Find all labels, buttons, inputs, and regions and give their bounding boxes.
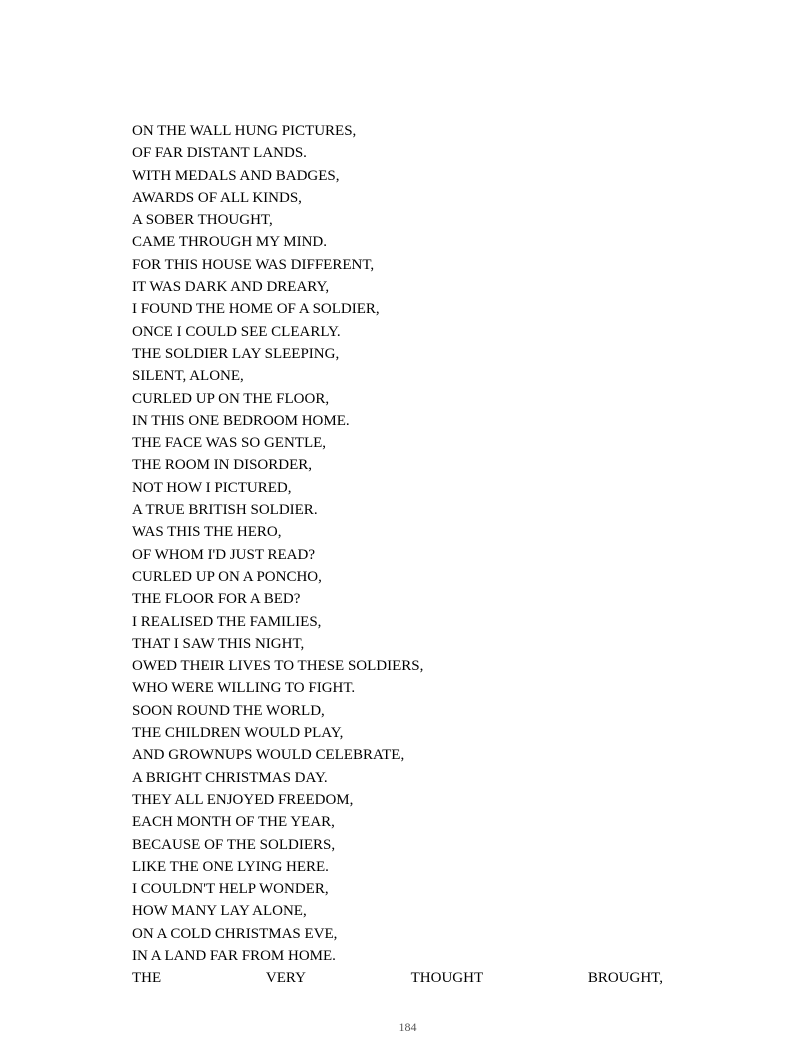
poem-word: VERY: [265, 970, 306, 987]
poem-line: FOR THIS HOUSE WAS DIFFERENT,: [132, 256, 375, 273]
poem-line: IT WAS DARK AND DREARY,: [132, 279, 330, 296]
poem-line: OF WHOM I'D JUST READ?: [132, 546, 315, 563]
poem-line: THE CHILDREN WOULD PLAY,: [132, 725, 344, 742]
poem-line: A BRIGHT CHRISTMAS DAY.: [132, 769, 328, 786]
poem-line: ON THE WALL HUNG PICTURES,: [132, 123, 357, 139]
poem-line: THE FACE WAS SO GENTLE,: [132, 435, 327, 452]
poem-line: WAS THIS THE HERO,: [132, 524, 282, 541]
poem-line: I REALISED THE FAMILIES,: [132, 613, 322, 630]
poem-word: THOUGHT: [410, 970, 484, 987]
poem-line: ONCE I COULD SEE CLEARLY.: [132, 323, 341, 340]
poem-line: THE FLOOR FOR A BED?: [132, 591, 301, 608]
poem-line: CURLED UP ON THE FLOOR,: [132, 390, 330, 407]
poem-line: IN THIS ONE BEDROOM HOME.: [132, 412, 350, 429]
poem-line: I FOUND THE HOME OF A SOLDIER,: [132, 301, 380, 318]
poem-line: THE SOLDIER LAY SLEEPING,: [132, 345, 340, 362]
poem-line: I COULDN'T HELP WONDER,: [132, 881, 329, 898]
poem-line: SOON ROUND THE WORLD,: [132, 702, 325, 719]
poem-line: BECAUSE OF THE SOLDIERS,: [132, 836, 336, 853]
poem-line: A TRUE BRITISH SOLDIER.: [132, 502, 318, 519]
poem-line: IN A LAND FAR FROM HOME.: [132, 947, 336, 964]
poem-line: CURLED UP ON A PONCHO,: [132, 568, 322, 585]
poem-line: A SOBER THOUGHT,: [132, 212, 273, 229]
poem-line: THAT I SAW THIS NIGHT,: [132, 635, 305, 652]
poem-word: BROUGHT,: [587, 970, 663, 987]
poem-line: AWARDS OF ALL KINDS,: [132, 189, 302, 206]
poem-line: THE ROOM IN DISORDER,: [132, 457, 312, 474]
poem-body: [132, 120, 672, 990]
poem-word: THE: [132, 970, 162, 987]
poem-line: CAME THROUGH MY MIND.: [132, 234, 328, 251]
poem-line: OF FAR DISTANT LANDS.: [132, 145, 307, 162]
poem-line: NOT HOW I PICTURED,: [132, 479, 292, 496]
page-number: 184: [398, 1020, 417, 1034]
poem-line: ON A COLD CHRISTMAS EVE,: [132, 925, 338, 942]
poem-line: OWED THEIR LIVES TO THESE SOLDIERS,: [132, 658, 424, 675]
poem-line: EACH MONTH OF THE YEAR,: [132, 814, 335, 831]
poem-line: AND GROWNUPS WOULD CELEBRATE,: [132, 747, 405, 764]
poem-line: LIKE THE ONE LYING HERE.: [132, 858, 329, 875]
poem-line: HOW MANY LAY ALONE,: [132, 903, 307, 920]
poem-line: THEY ALL ENJOYED FREEDOM,: [132, 791, 354, 808]
poem-line: WHO WERE WILLING TO FIGHT.: [132, 680, 356, 697]
poem-line-justified: [132, 967, 663, 989]
poem-line: SILENT, ALONE,: [132, 368, 244, 385]
poem-line: WITH MEDALS AND BADGES,: [132, 167, 340, 184]
